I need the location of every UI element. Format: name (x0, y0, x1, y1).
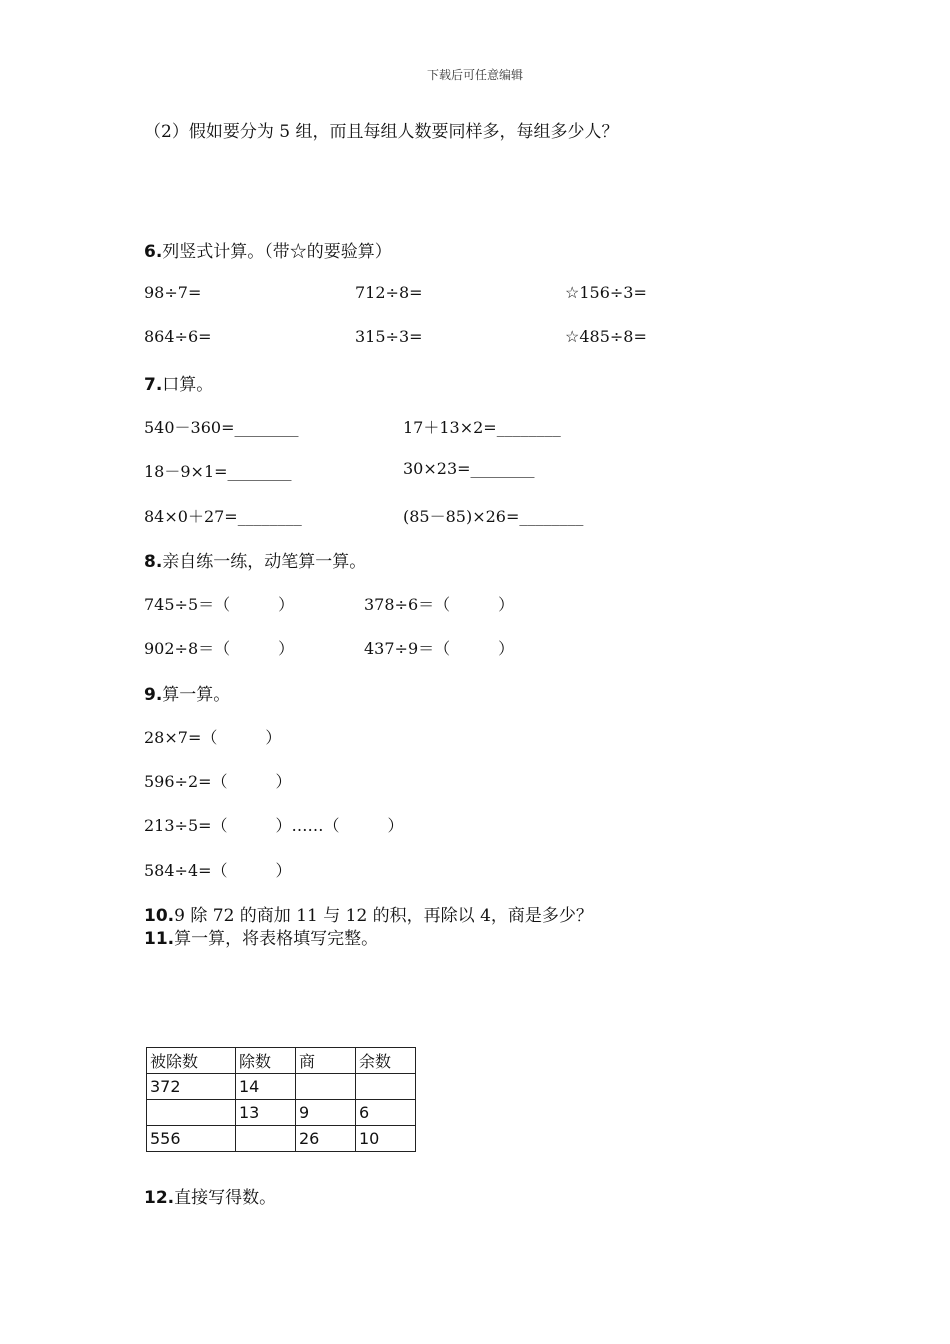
table-row (147, 1126, 416, 1152)
section-8-title: 亲自练一练，动笔算一算。 (162, 552, 367, 572)
section-7-heading (144, 370, 213, 395)
section-6-title: 列竖式计算。（带☆的要验算） (162, 242, 392, 262)
s9-item-3: 213÷5=（ ）……（ ） (144, 816, 404, 835)
section-11-number: 11. (144, 929, 175, 949)
table-header-cell: 余数 (356, 1048, 416, 1074)
table-cell: 13 (236, 1100, 296, 1126)
question-5-2: （2）假如要分为 5 组，而且每组人数要同样多，每组多少人？ (144, 122, 619, 142)
table-header-cell: 商 (296, 1048, 356, 1074)
section-7-title: 口算。 (162, 375, 214, 395)
s6-item-2: 712÷8= (355, 283, 423, 302)
s8-item-1: 745÷5＝（ ） (144, 595, 295, 614)
table-header-row (147, 1048, 416, 1074)
s6-item-4: 864÷6= (144, 327, 212, 346)
section-12-heading (144, 1183, 276, 1208)
table-row (147, 1100, 416, 1126)
s7-item-1: 540－360=________ (144, 418, 299, 437)
section-7-number: 7. (144, 375, 163, 395)
s8-item-4: 437÷9＝（ ） (364, 639, 515, 658)
section-11-heading (144, 924, 378, 949)
section-6-heading (144, 237, 392, 262)
s6-item-1: 98÷7= (144, 283, 202, 302)
s6-item-3: ☆156÷3= (565, 283, 647, 302)
s8-item-2: 378÷6＝（ ） (364, 595, 515, 614)
section-10-heading (144, 901, 593, 926)
table-cell: 6 (356, 1100, 416, 1126)
s7-item-3: 18－9×1=________ (144, 462, 292, 481)
section-9-title: 算一算。 (162, 685, 231, 705)
table-cell (356, 1074, 416, 1100)
table-cell: 372 (147, 1074, 236, 1100)
section-10-number: 10. (144, 906, 175, 926)
section-8-heading (144, 547, 366, 572)
table-cell (296, 1074, 356, 1100)
table-cell (147, 1100, 236, 1126)
s7-item-6: (85－85)×26=________ (403, 507, 584, 526)
table-cell: 9 (296, 1100, 356, 1126)
section-8-number: 8. (144, 552, 163, 572)
table-row (147, 1074, 416, 1100)
s8-item-3: 902÷8＝（ ） (144, 639, 295, 658)
table-cell: 556 (147, 1126, 236, 1152)
s6-item-5: 315÷3= (355, 327, 423, 346)
s9-item-4: 584÷4=（ ） (144, 861, 292, 880)
s6-item-6: ☆485÷8= (565, 327, 647, 346)
s9-item-1: 28×7=（ ） (144, 728, 282, 747)
table-cell: 14 (236, 1074, 296, 1100)
section-12-number: 12. (144, 1188, 175, 1208)
page-header: 下载后可任意编辑 (426, 68, 523, 82)
section-12-title: 直接写得数。 (174, 1188, 277, 1208)
s7-item-4: 30×23=________ (403, 459, 535, 478)
section-11-title: 算一算，将表格填写完整。 (174, 929, 379, 949)
section-6-number: 6. (144, 242, 163, 262)
table-header-cell: 被除数 (147, 1048, 236, 1074)
table-cell (236, 1126, 296, 1152)
division-table (146, 1047, 416, 1152)
s7-item-2: 17＋13×2=________ (403, 418, 561, 437)
section-9-heading (144, 680, 230, 705)
table-cell: 10 (356, 1126, 416, 1152)
s7-item-5: 84×0＋27=________ (144, 507, 302, 526)
section-9-number: 9. (144, 685, 163, 705)
s9-item-2: 596÷2=（ ） (144, 772, 292, 791)
section-10-title: 9 除 72 的商加 11 与 12 的积，再除以 4，商是多少？ (174, 906, 593, 926)
table-header-cell: 除数 (236, 1048, 296, 1074)
table-cell: 26 (296, 1126, 356, 1152)
